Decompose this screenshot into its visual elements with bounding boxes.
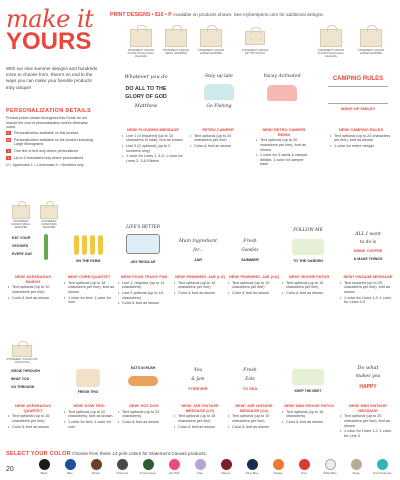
design-title: NEW! PINWHEEL JAR (CA) (228, 274, 280, 279)
print-designs-price: • $10 • P (151, 12, 172, 18)
legend-row (6, 149, 102, 153)
personalization-subtext: Product prices shown throughout this Guide do not include the cost of personalization unless otherwise noted. (6, 116, 88, 130)
color-swatch-circle[interactable] (299, 459, 310, 470)
design-caption (122, 128, 184, 164)
design-art-text: WHAT YOU (11, 377, 30, 381)
design-art-text: to do is (359, 240, 377, 245)
legend-text: Personalization available on the product including Large Monograms (14, 137, 93, 147)
design-art-text: GLORY OF GOD (125, 94, 167, 100)
design-art-text: You (193, 368, 203, 373)
color-swatch[interactable] (242, 459, 262, 475)
design-bullet: • Text optional (up to 20 characters) (118, 410, 170, 419)
color-swatch-label: White Blue (323, 471, 337, 475)
design-bullet: • Color & font as shown (228, 425, 280, 430)
color-swatch-circle[interactable] (169, 459, 180, 470)
product-bag-image[interactable] (200, 29, 222, 47)
design-caption (256, 128, 312, 168)
color-swatch[interactable] (112, 459, 132, 475)
camper-icon (204, 84, 234, 100)
design-art-text: SUMMER (241, 257, 259, 262)
design-title: NEW! VEGGIE PATCH (288, 274, 330, 279)
design-caption (8, 404, 58, 430)
product-bag-caption: STATEMENT CANVAS FLOUR Provisions/Am. Hospitality (317, 49, 345, 58)
design-bullet: • 1 color for text; 1 color for corn (64, 420, 114, 429)
legend-code: PL (6, 137, 11, 142)
product-bag-caption: STATEMENT CANVAS ZIP TOP POUCH (241, 49, 269, 55)
color-swatch[interactable] (216, 459, 236, 475)
color-swatch-circle[interactable] (91, 459, 102, 470)
hot-dog-icon (128, 376, 158, 386)
color-swatch-label: Lilac (197, 471, 203, 475)
design-title: NEW! VINTAGE MESSAGE (343, 274, 393, 279)
design-bullet: • Text optional (up to 16 characters) (282, 410, 336, 419)
design-title: NEW! JAR VINTAGE MESSAGE (LG) (181, 403, 219, 413)
design-flourish-message[interactable] (110, 72, 182, 118)
design-art-text: DO ALL TO THE (125, 86, 167, 92)
design-bullet: • Text optional (up to 16 characters per line) (174, 414, 226, 423)
design-mini-vintage-message[interactable] (340, 362, 396, 400)
design-art-text: Main Ingredient (179, 239, 217, 244)
select-color-heading: SELECT YOUR COLOR (6, 451, 71, 457)
design-art-text: Stay up late (205, 74, 233, 79)
design-art-text: Whatever you do (124, 74, 168, 80)
design-caption (174, 275, 226, 297)
design-art-text: TO THE GARDEN (293, 259, 323, 263)
color-swatch-label: Black (40, 471, 48, 475)
design-bullet: • Color & font as shown (118, 420, 170, 425)
design-art-text: VEGGIES (12, 244, 29, 248)
design-art-text: EVERY DAY (12, 252, 33, 256)
design-caption (64, 404, 114, 430)
design-bullet: • Text required (up to 20 characters per line), font as shown (340, 281, 396, 295)
color-swatch[interactable] (268, 459, 288, 475)
design-bullet: • Color & font as shown (282, 420, 336, 425)
color-swatch-label: Taupe (352, 471, 360, 475)
color-swatch[interactable] (190, 459, 210, 475)
design-bullet: • Text optional (up to 20 characters per line), font as shown (330, 134, 392, 143)
design-bullet: • Text optional (up to 16 characters per line) (174, 281, 226, 290)
design-art-text: FOREVER (188, 386, 208, 391)
design-caption (330, 128, 392, 150)
design-vintage-message[interactable] (340, 230, 396, 268)
product-bag-caption: STATEMENT CANVAS LARGE SHOPPER (357, 49, 385, 55)
design-art-text: & Jam (191, 376, 205, 381)
design-title: NEW! ASPARAGUS QUARTET (15, 403, 51, 413)
color-swatch[interactable] (86, 459, 106, 475)
design-art-text: Fresh (243, 368, 257, 373)
design-art-text: & MAKE THINGS (353, 257, 383, 261)
color-swatch-circle[interactable] (117, 459, 128, 470)
design-bullet: • Color & font as shown (118, 301, 170, 306)
design-title: NEW! ASPARAGUS BUNCH (15, 274, 51, 284)
design-title: NEW! HOT DOG (129, 403, 159, 408)
color-swatch-label: Navy Blue (245, 471, 259, 475)
design-art-text: GROW THROUGH (11, 369, 41, 373)
personalization-heading: PERSONALIZATION DETAILS (6, 108, 92, 114)
rules-list-decoration (328, 86, 388, 104)
product-bag-image[interactable] (165, 29, 187, 47)
design-art-text: FOLLOW ME (293, 228, 323, 233)
product-bag-image[interactable] (320, 29, 342, 47)
color-swatch-label: True Turquoise (372, 471, 392, 475)
corn-icon (74, 235, 79, 255)
design-hot-dog[interactable] (118, 362, 168, 400)
design-bullet: • Color & font as shown (282, 291, 336, 296)
veggie-patch-icon (292, 369, 324, 385)
design-veggie-patch[interactable] (282, 226, 334, 268)
product-bag-caption: STATEMENT CANVAS SMALL SHOPPER (162, 49, 190, 55)
product-bag-image[interactable] (12, 205, 30, 219)
color-swatch[interactable] (164, 459, 184, 475)
design-art-text: TO SEA (242, 386, 258, 391)
design-art-text: EAT YOUR (12, 236, 31, 240)
design-bullet: • Text optional (up to 18 characters per line), font as shown (64, 281, 114, 295)
print-designs-banner (110, 12, 324, 18)
design-art-text: Eats (245, 376, 255, 381)
color-swatch-label: Orange (273, 471, 283, 475)
design-art-text: KEEP THE BEET (294, 389, 322, 393)
design-title: NEW! PINWHEEL JAR (LG) (175, 274, 225, 279)
design-caption (118, 404, 170, 426)
color-swatch[interactable] (294, 459, 314, 475)
color-swatch-circle[interactable] (247, 459, 258, 470)
product-bag-image[interactable] (360, 29, 382, 47)
design-title: NEW! MINI VINTAGE MESSAGE (349, 403, 387, 413)
legend-text: Up to 3 characters only where personalized (14, 156, 84, 161)
design-corn-quartet[interactable] (64, 232, 112, 268)
design-title: RETRO CAMPER (202, 127, 234, 132)
color-swatch[interactable] (346, 459, 366, 475)
design-bullet: • Color & font as shown (174, 425, 226, 430)
color-swatch-circle[interactable] (221, 459, 232, 470)
design-retro-camper[interactable] (190, 72, 248, 118)
legend-row (6, 138, 102, 147)
design-bullet: • Text optional (up to 10 characters per line) (228, 414, 280, 423)
design-art-text: EAT'S IN RUSH (130, 366, 156, 370)
legend-code: 1 (7, 149, 10, 154)
design-mini-veggie-patch[interactable] (282, 365, 334, 399)
design-asparagus-bunch[interactable] (8, 232, 56, 268)
design-bullet: • Color & font as shown (190, 144, 246, 149)
design-caption (340, 275, 396, 306)
design-bullet: • 1 color for text; 1 color for corn (64, 296, 114, 305)
legend-row (6, 156, 102, 160)
design-art-text: JAR (193, 257, 202, 262)
legend-code: P (7, 131, 10, 135)
product-pouch-image[interactable] (245, 31, 265, 45)
print-designs-label: PRINT DESIGNS (110, 12, 151, 18)
color-swatch-label: Blue (67, 471, 73, 475)
design-title: NEW! MINI VEGGIE PATCH (284, 403, 334, 408)
design-title: NEW! CORN QUARTET (67, 274, 111, 279)
intro-text: With our new summer designs and hundreds more to choose from, there’s no end to the ways you can make your favorite products truly unique! (6, 66, 98, 90)
design-jar-vintage-lg[interactable] (176, 365, 220, 399)
product-bag-image[interactable] (130, 29, 152, 47)
color-swatch-label: Brown (92, 471, 100, 475)
design-caption (282, 275, 336, 297)
product-bag-caption: STATEMENT CANVAS BIG SHOPPER (41, 220, 57, 229)
select-color-note: Choose from these 14 print colors for Statement Canvas products. (72, 451, 207, 456)
color-swatch[interactable] (60, 459, 80, 475)
color-swatch-label: Charcoal (116, 471, 128, 475)
color-swatch-circle[interactable] (377, 459, 388, 470)
design-caption (174, 404, 226, 430)
product-bag-caption: STATEMENT CANVAS LARGE SHOPPER (197, 49, 225, 55)
product-bag-caption: STATEMENT CANVAS ZIP TOP POUCH (6, 358, 38, 364)
personalization-legend (6, 131, 102, 167)
design-caption (282, 404, 336, 426)
color-swatch-circle[interactable] (351, 459, 362, 470)
color-swatch-circle[interactable] (39, 459, 50, 470)
color-swatch[interactable] (372, 459, 392, 475)
legend-text: One line of text only where personalized (14, 149, 78, 154)
design-pinwheel-jar-ca[interactable] (228, 236, 272, 268)
design-dow-trio[interactable] (64, 365, 112, 399)
design-art-text: ANY REGULAR (130, 260, 156, 264)
design-art-text: ALL I want (355, 232, 381, 237)
color-swatch[interactable] (320, 459, 340, 475)
product-bag-caption: STATEMENT CANVAS FLOUR Provisions/Am. Hospitality (127, 49, 155, 58)
design-caption (340, 404, 396, 439)
legend-text: Personalization available on this product (14, 131, 79, 135)
design-art-text: for... (193, 247, 203, 252)
page-title: YOURS (6, 28, 92, 55)
design-title: NEW! CAMPING RULES (338, 127, 384, 132)
design-art-text: Do what (357, 365, 379, 371)
design-art-text: Go Fishing (206, 104, 232, 109)
design-bullet: • Text optional (up to 20 characters per line) (190, 134, 246, 143)
design-caption (64, 275, 114, 306)
design-title: NEW! FOOD TRUCK FUN (120, 274, 168, 279)
color-swatch-label: Forest Green (139, 471, 157, 475)
design-bullet: • Text optional (up to 20 characters per line), font as shown (340, 414, 396, 428)
design-bullet: • Line 2 optional (up to 18 characters) (118, 291, 170, 300)
design-bullet: • Text optional (up to 15 characters per line) (282, 281, 336, 290)
corn-icon (98, 235, 103, 255)
design-title: NEW! DOW TRIO (73, 403, 105, 408)
design-caption (8, 275, 58, 301)
color-swatch-circle[interactable] (195, 459, 206, 470)
design-art-text: GO THROUGH (11, 385, 35, 389)
design-caption (190, 128, 246, 150)
food-truck-icon (126, 234, 160, 254)
design-bullet: • Text optional (up to 10 characters per line) (228, 281, 280, 290)
design-bullet: • Color & font as shown (174, 291, 226, 296)
design-art-text: Goodies (241, 247, 259, 252)
print-designs-note: Available on products shown. See mybentpens.com for additional designs. (172, 12, 325, 17)
color-swatch-circle[interactable] (273, 459, 284, 470)
trio-icon (76, 369, 100, 387)
color-swatch-label: Hot Pink (168, 471, 180, 475)
design-camping-rules[interactable] (322, 72, 394, 118)
design-art-text: WAKE UP SMILEY (340, 106, 376, 111)
design-food-truck[interactable] (118, 222, 168, 268)
select-color-header (6, 451, 207, 457)
design-title: NEW! FLOURISH MESSAGE (127, 127, 179, 132)
page-title-script: make it (6, 5, 94, 33)
design-bullet: • Text optional (up to 10 characters per line) (8, 285, 58, 294)
color-swatch-circle[interactable] (65, 459, 76, 470)
design-retro-camper-remix[interactable] (252, 72, 312, 118)
design-bullet: • Color & font as shown (8, 296, 58, 301)
design-bullet: • Line 1, required (up to 12 characters) (118, 281, 170, 290)
asparagus-icon (44, 234, 48, 260)
corn-icon (90, 235, 95, 255)
design-bullet: • 1 color for Lines 1-2; 1 color for Line 3 (340, 429, 396, 438)
design-asparagus-quartet[interactable] (8, 365, 56, 399)
design-bullet: • Text optional (up to 20 characters per line), font as shown (256, 138, 312, 152)
design-bullet: • Color & font as shown (8, 425, 58, 430)
design-bullet: • Line 5 (2 optional) (up to 2 numbers only) (122, 144, 184, 153)
color-swatch-label: Maroon (221, 471, 231, 475)
design-bullet: • 1 color for Lines 1, 4-5; 1 color for Lines 2, 3 & Ribbon (122, 154, 184, 163)
design-title: NEW! RETRO CAMPER REMIX (262, 127, 306, 137)
design-pinwheel-jar-lg[interactable] (176, 236, 220, 268)
camper-icon (267, 85, 297, 101)
design-art-text: ON THE FARM (75, 259, 101, 263)
color-swatch-label: Red (301, 471, 307, 475)
color-swatch-circle[interactable] (143, 459, 154, 470)
design-bullet: • Text optional (up to 16 characters per line) (8, 414, 58, 423)
design-caption (118, 275, 170, 307)
design-art-text: CAMPING RULES (332, 76, 384, 82)
corn-icon (82, 235, 87, 255)
design-art-text: DRINK COFFEE (353, 249, 383, 253)
design-title: NEW! JAR VINTAGE MESSAGE (CA) (235, 403, 273, 413)
design-bullet: • Color & font as shown (228, 291, 280, 296)
design-bullet: • 1 color for entire design (330, 144, 392, 149)
veggie-patch-icon (292, 239, 324, 255)
design-art-text: FRESH TRIO (77, 390, 99, 394)
design-art-text: HAPPY (359, 384, 377, 390)
design-art-text: Matthew (134, 103, 158, 109)
design-bullet: • 1 color for Lines 1-3; 1 color for Lines 3-4 (340, 296, 396, 305)
color-swatch[interactable] (34, 459, 54, 475)
legend-footnote: U = Uppercase L = Lowercase # = Numbers only (6, 163, 84, 168)
product-bag-image[interactable] (40, 205, 58, 219)
design-caption (228, 275, 280, 297)
legend-code: 3 (7, 156, 10, 161)
color-swatch-circle[interactable] (325, 459, 336, 470)
page-number: 20 (6, 466, 14, 473)
product-bag-caption: STATEMENT CANVAS SMALL SHOPPER (11, 220, 31, 229)
legend-row (6, 131, 102, 135)
color-swatch[interactable] (138, 459, 158, 475)
design-art-text: LIFE'S BETTER (126, 224, 160, 229)
design-jar-vintage-ca[interactable] (228, 365, 272, 399)
design-bullet: • Line 1 (4 required) (up to 10 characters in total), font as shown (122, 134, 184, 143)
product-pouch-image[interactable] (12, 345, 32, 357)
design-art-text: Fresh (243, 239, 257, 244)
design-bullet: • Text optional (up to 20 characters), font as shown (64, 410, 114, 419)
design-art-text: Vacay Activated (263, 74, 301, 79)
design-bullet: • 1 color for 3 cards & camper details; 1 color for camper base (256, 153, 312, 167)
design-caption (228, 404, 280, 430)
design-art-text: makes you (355, 374, 381, 379)
